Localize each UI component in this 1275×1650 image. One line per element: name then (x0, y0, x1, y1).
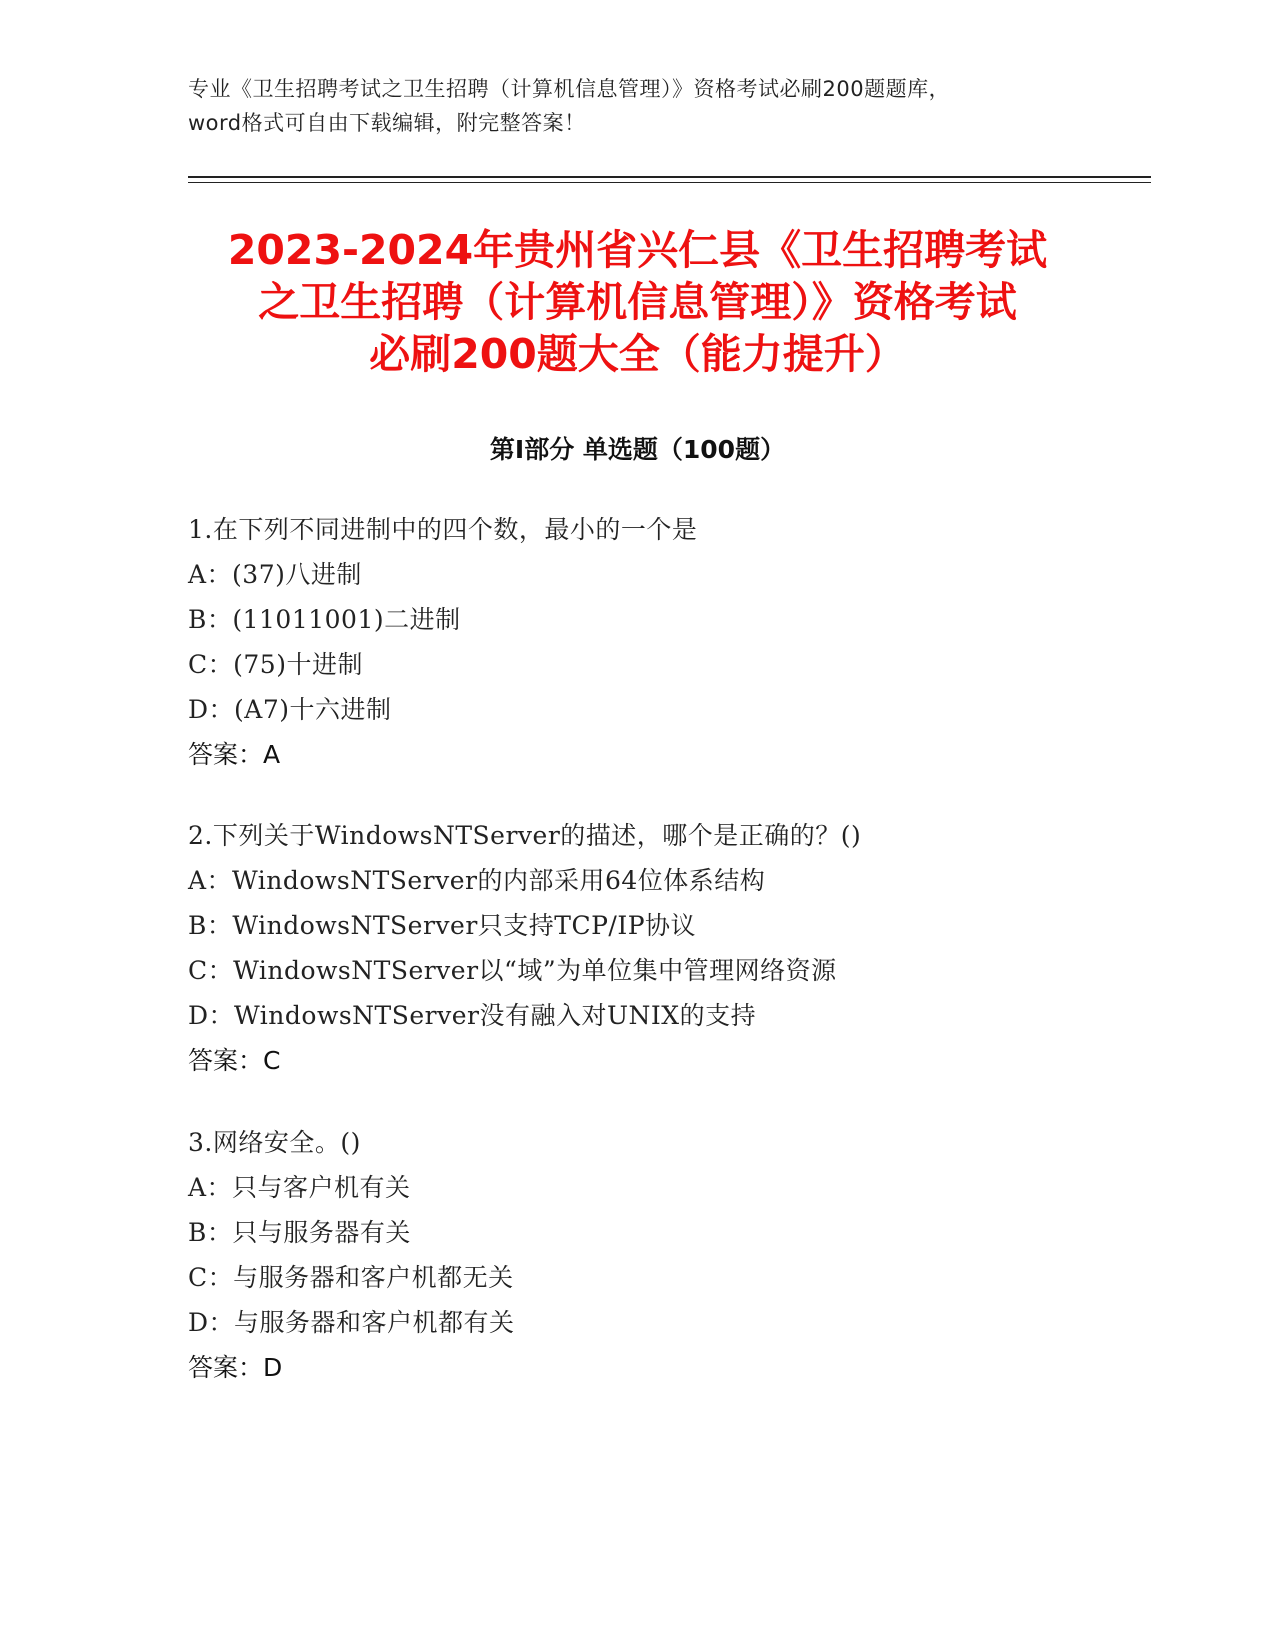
option-a: A：(37)八进制 (188, 560, 362, 589)
option-b: B：(11011001)二进制 (188, 605, 461, 634)
question-stem: 3.网络安全。() (188, 1128, 361, 1157)
question-stem: 1.在下列不同进制中的四个数，最小的一个是 (188, 515, 698, 544)
question-block-2 (188, 813, 1138, 1083)
document-header-note (188, 72, 1088, 140)
option-a: A：只与客户机有关 (188, 1173, 411, 1202)
header-note-line-2: word格式可自由下载编辑，附完整答案！ (188, 111, 586, 135)
option-b: B：只与服务器有关 (188, 1218, 411, 1247)
section-heading: 第I部分 单选题（100题） (489, 435, 786, 464)
title-line-3: 必刷200题大全（能力提升） (369, 330, 906, 378)
answer-line: 答案：D (188, 1353, 283, 1382)
option-a: A：WindowsNTServer的内部采用64位体系结构 (188, 866, 766, 895)
question-block-3 (188, 1120, 1138, 1390)
title-line-2: 之卫生招聘（计算机信息管理）》资格考试 (258, 278, 1017, 326)
answer-line: 答案：A (188, 740, 281, 769)
option-c: C：(75)十进制 (188, 650, 363, 679)
header-divider-thick (188, 176, 1151, 178)
title-line-1: 2023-2024年贵州省兴仁县《卫生招聘考试 (227, 226, 1048, 274)
header-divider-thin (188, 182, 1151, 183)
option-c: C：与服务器和客户机都无关 (188, 1263, 514, 1292)
header-note-line-1: 专业《卫生招聘考试之卫生招聘（计算机信息管理）》资格考试必刷200题题库， (188, 77, 951, 101)
document-title (160, 224, 1115, 380)
option-d: D：(A7)十六进制 (188, 695, 392, 724)
answer-line: 答案：C (188, 1046, 281, 1075)
option-c: C：WindowsNTServer以“域”为单位集中管理网络资源 (188, 956, 837, 985)
question-stem: 2.下列关于WindowsNTServer的描述，哪个是正确的？() (188, 821, 862, 850)
option-d: D：WindowsNTServer没有融入对UNIX的支持 (188, 1001, 757, 1030)
option-b: B：WindowsNTServer只支持TCP/IP协议 (188, 911, 697, 940)
question-block-1 (188, 507, 1138, 777)
option-d: D：与服务器和客户机都有关 (188, 1308, 515, 1337)
